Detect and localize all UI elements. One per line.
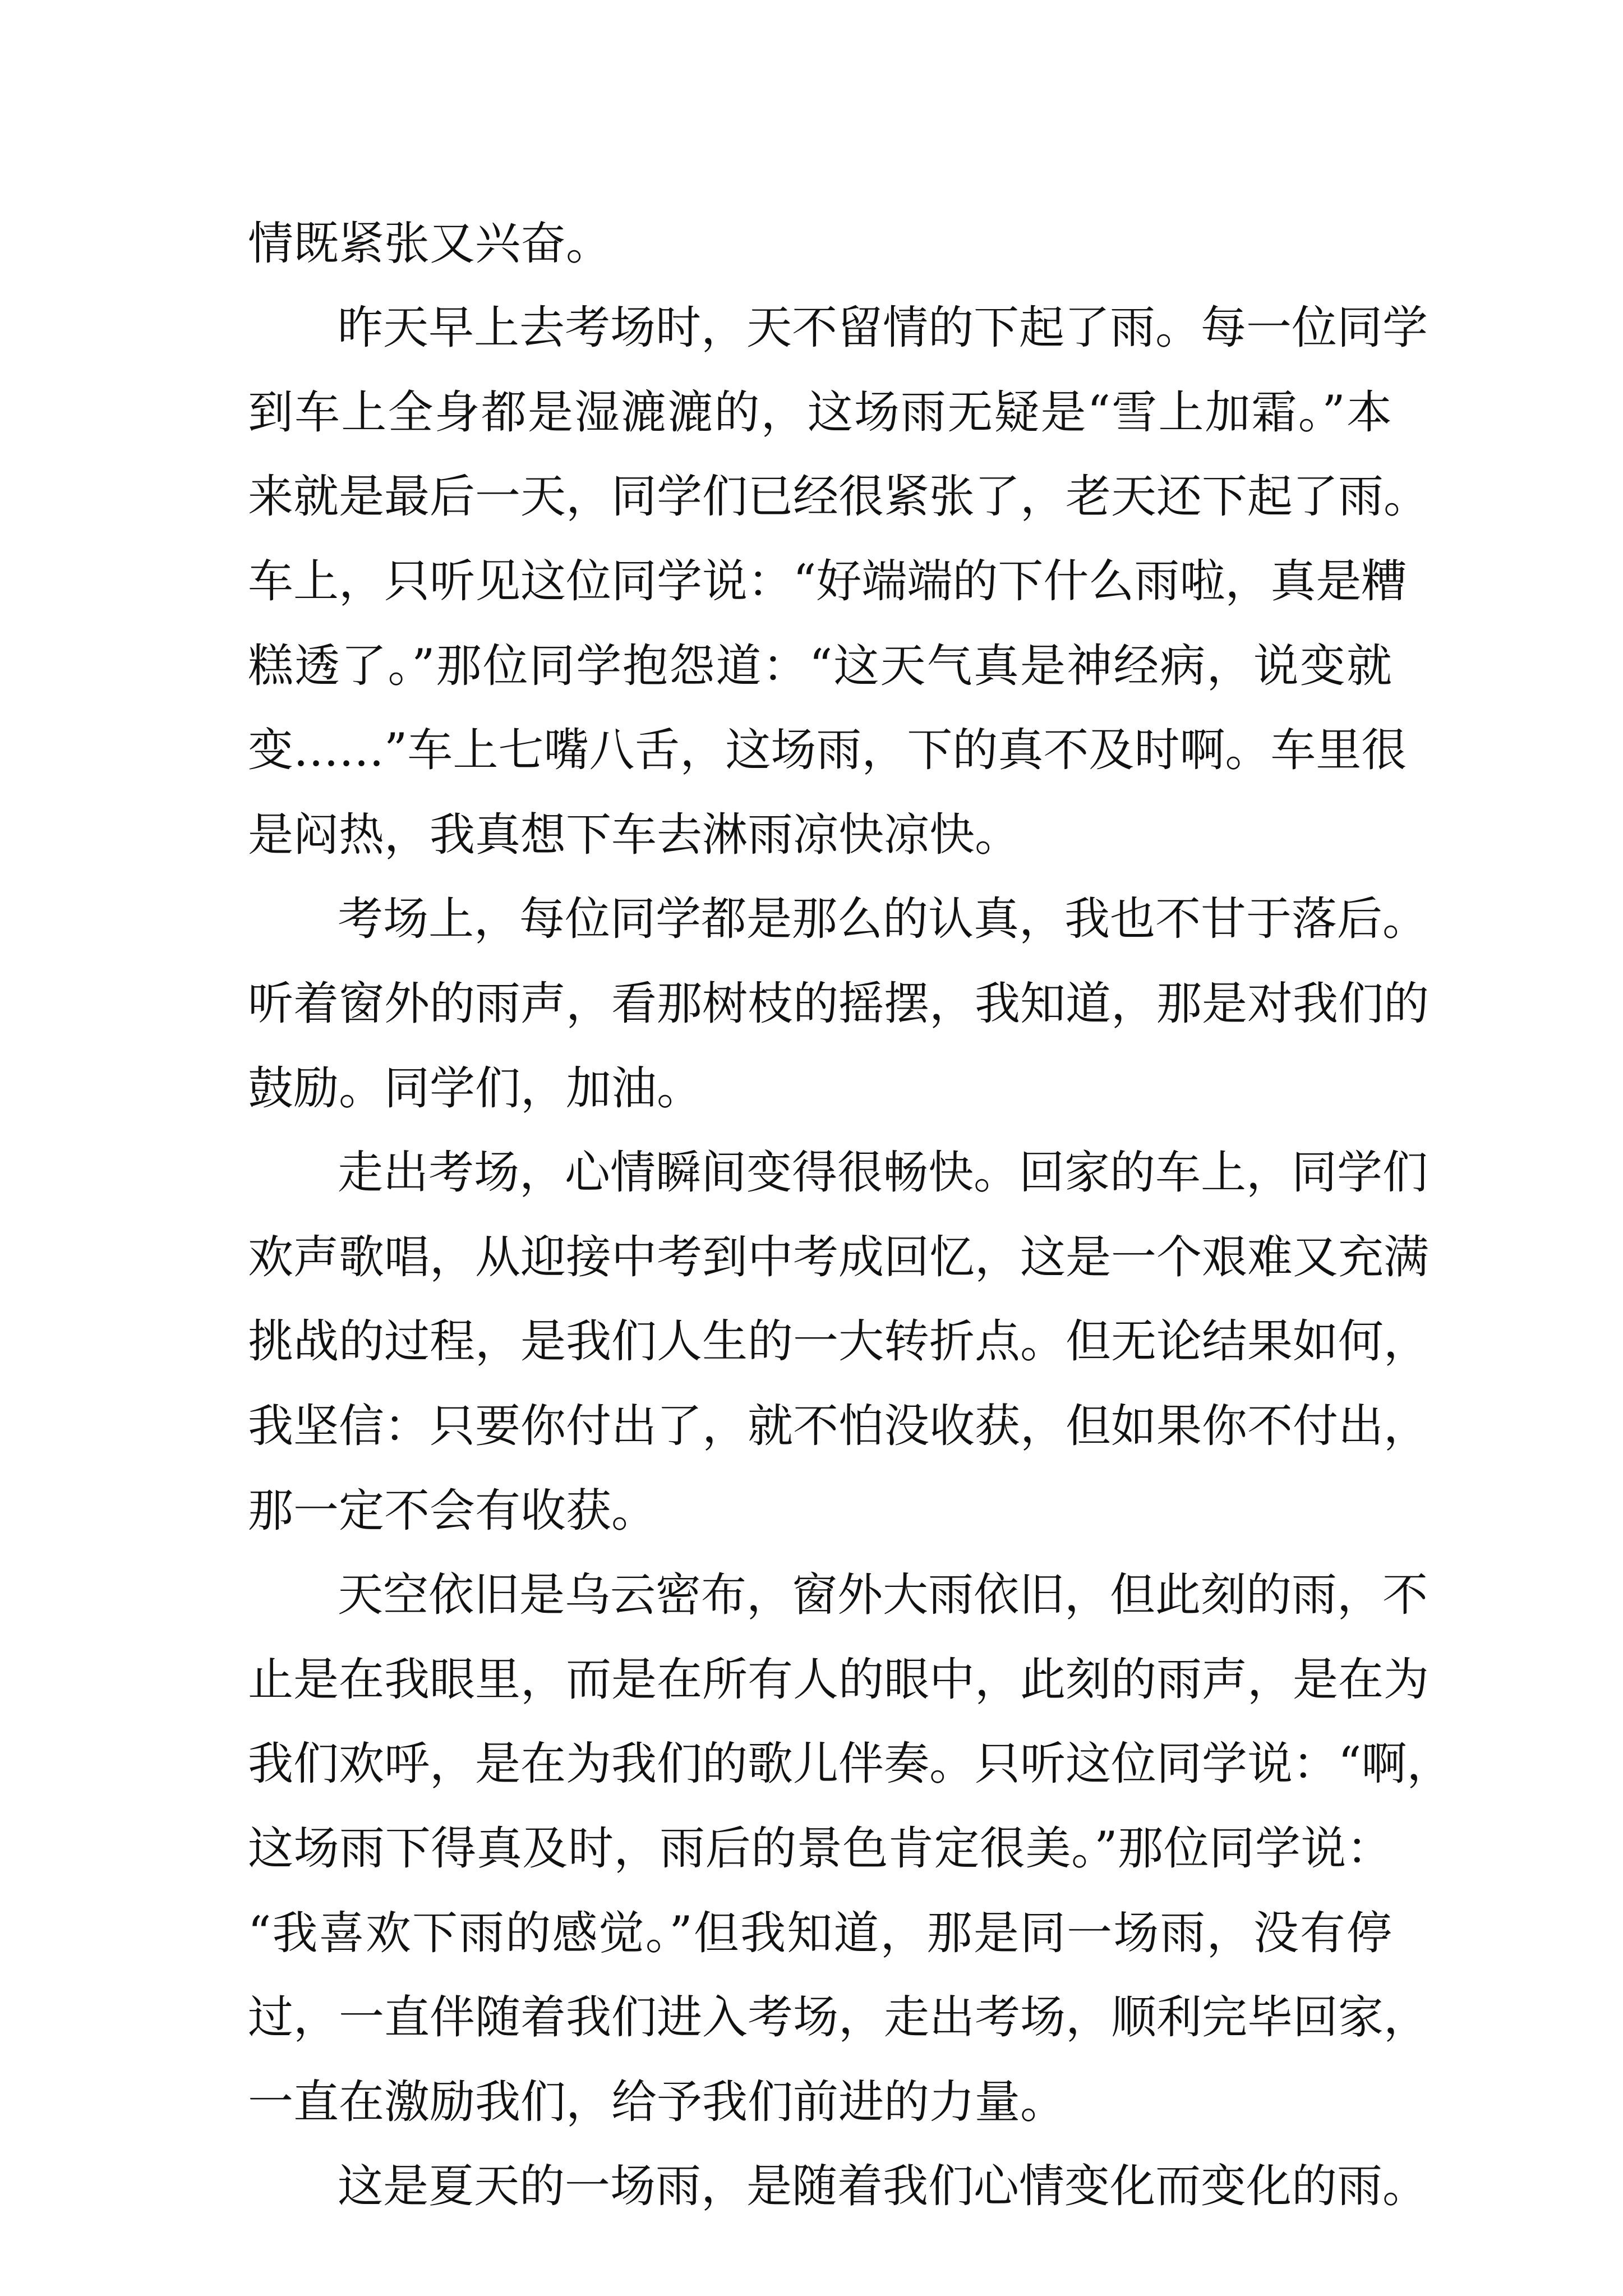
text-line: 这场雨下得真及时，雨后的景色肯定很美。”那位同学说：: [248, 1823, 1392, 1875]
text-line: 考场上，每位同学都是那么的认真，我也不甘于落后。: [338, 893, 1428, 946]
text-line: 天空依旧是乌云密布，窗外大雨依旧，但此刻的雨，不: [338, 1569, 1428, 1622]
text-line: 挑战的过程，是我们人生的一大转折点。但无论结果如何，: [248, 1315, 1430, 1368]
text-line: 糕透了。”那位同学抱怨道：“这天气真是神经病，说变就: [248, 640, 1392, 693]
text-line: 是闷热，我真想下车去淋雨凉快凉快。: [248, 809, 1021, 862]
text-line: 来就是最后一天，同学们已经很紧张了，老天还下起了雨。: [248, 471, 1430, 523]
text-line: “我喜欢下雨的感觉。”但我知道，那是同一场雨，没有停: [248, 1907, 1392, 1960]
text-line: 鼓励。同学们，加油。: [248, 1062, 703, 1115]
text-line: 过，一直伴随着我们进入考场，走出考场，顺利完毕回家，: [248, 1991, 1430, 2044]
text-line: 到车上全身都是湿漉漉的，这场雨无疑是“雪上加霜。”本: [248, 386, 1392, 439]
text-line: 这是夏天的一场雨，是随着我们心情变化而变化的雨。: [338, 2160, 1428, 2213]
text-line: 那一定不会有收获。: [248, 1485, 657, 1538]
text-line: 情既紧张又兴奋。: [248, 218, 612, 270]
text-line: 车上，只听见这位同学说：“好端端的下什么雨啦，真是糟: [248, 555, 1407, 608]
text-line: 昨天早上去考场时，天不留情的下起了雨。每一位同学: [338, 302, 1428, 355]
text-line: 止是在我眼里，而是在所有人的眼中，此刻的雨声，是在为: [248, 1654, 1430, 1706]
text-line: 我们欢呼，是在为我们的歌儿伴奏。只听这位同学说：“啊，: [248, 1738, 1453, 1791]
text-line: 一直在激励我们，给予我们前进的力量。: [248, 2076, 1066, 2129]
text-line: 变……”车上七嘴八舌，这场雨，下的真不及时啊。车里很: [248, 724, 1407, 777]
text-line: 欢声歌唱，从迎接中考到中考成回忆，这是一个艰难又充满: [248, 1231, 1430, 1284]
text-line: 听着窗外的雨声，看那树枝的摇摆，我知道，那是对我们的: [248, 978, 1430, 1030]
text-line: 我坚信：只要你付出了，就不怕没收获，但如果你不付出，: [248, 1400, 1430, 1453]
text-line: 走出考场，心情瞬间变得很畅快。回家的车上，同学们: [338, 1147, 1428, 1199]
